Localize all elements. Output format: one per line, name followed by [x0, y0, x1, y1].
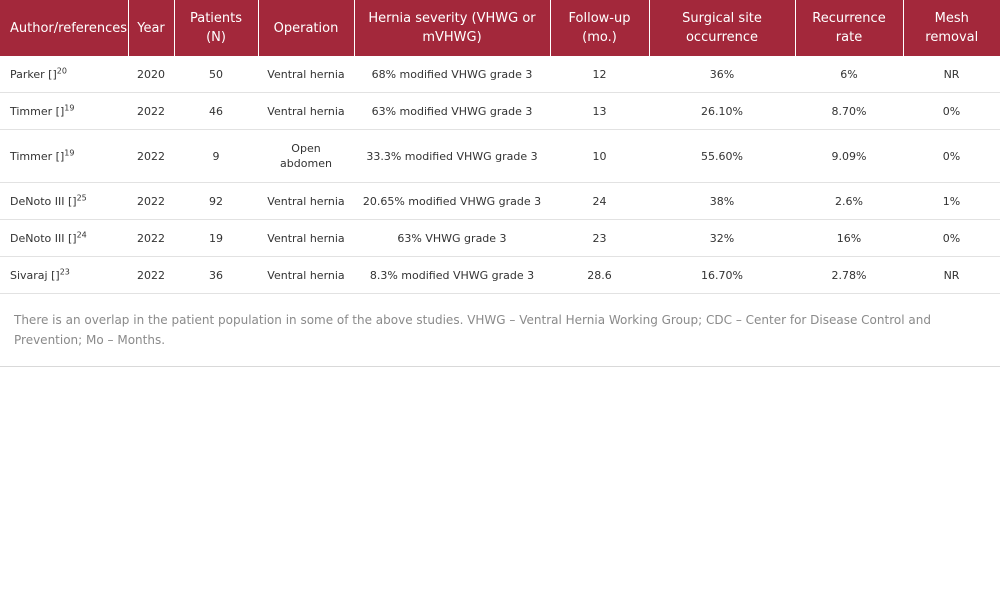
- cell-mesh: 0%: [903, 130, 1000, 183]
- cell-recurrence: 8.70%: [795, 93, 903, 130]
- cell-operation: Ventral hernia: [258, 56, 354, 93]
- table-footnote: There is an overlap in the patient population in some of the above studies. VHWG – Ventral Hernia Working Group; CDC – Center for Disease Control and Prevention; Mo – Months.: [14, 313, 931, 347]
- cell-operation: Ventral hernia: [258, 183, 354, 220]
- cell-sso: 26.10%: [649, 93, 795, 130]
- cell-mesh: 0%: [903, 93, 1000, 130]
- cell-patients: 9: [174, 130, 258, 183]
- cell-year: 2022: [128, 183, 174, 220]
- cell-sso: 16.70%: [649, 257, 795, 294]
- table-row: [0, 220, 1000, 257]
- cell-severity: 63% VHWG grade 3: [354, 220, 550, 257]
- cell-year: 2020: [128, 56, 174, 93]
- cell-author: [0, 56, 128, 93]
- author-name: DeNoto III []: [10, 231, 77, 245]
- header-year: Year: [128, 0, 174, 56]
- cell-operation: Ventral hernia: [258, 220, 354, 257]
- header-mesh: Mesh removal: [903, 0, 1000, 56]
- reference-number: 25: [76, 192, 87, 202]
- header-operation: Operation: [258, 0, 354, 56]
- author-name: Timmer []: [10, 149, 65, 163]
- cell-recurrence: 2.78%: [795, 257, 903, 294]
- cell-mesh: NR: [903, 257, 1000, 294]
- cell-followup: 12: [550, 56, 649, 93]
- cell-followup: 24: [550, 183, 649, 220]
- data-table: [0, 0, 1000, 294]
- reference-number: 23: [59, 266, 70, 276]
- cell-patients: 50: [174, 56, 258, 93]
- table-row: [0, 130, 1000, 183]
- cell-patients: 19: [174, 220, 258, 257]
- cell-year: 2022: [128, 93, 174, 130]
- cell-sso: 36%: [649, 56, 795, 93]
- cell-sso: 32%: [649, 220, 795, 257]
- header-recurrence: Recurrence rate: [795, 0, 903, 56]
- author-name: Sivaraj []: [10, 268, 60, 282]
- cell-recurrence: 16%: [795, 220, 903, 257]
- cell-followup: 10: [550, 130, 649, 183]
- header-author: Author/references: [0, 0, 128, 56]
- cell-severity: 8.3% modified VHWG grade 3: [354, 257, 550, 294]
- cell-patients: 36: [174, 257, 258, 294]
- cell-mesh: 0%: [903, 220, 1000, 257]
- cell-operation: Ventral hernia: [258, 257, 354, 294]
- cell-severity: 20.65% modified VHWG grade 3: [354, 183, 550, 220]
- cell-author: [0, 220, 128, 257]
- cell-year: 2022: [128, 220, 174, 257]
- cell-patients: 46: [174, 93, 258, 130]
- header-severity: Hernia severity (VHWG or mVHWG): [354, 0, 550, 56]
- table-row: [0, 93, 1000, 130]
- cell-author: [0, 93, 128, 130]
- reference-number: 20: [56, 65, 67, 75]
- reference-number: 24: [76, 229, 87, 239]
- cell-recurrence: 6%: [795, 56, 903, 93]
- cell-operation: Ventral hernia: [258, 93, 354, 130]
- cell-year: 2022: [128, 257, 174, 294]
- cell-severity: 68% modified VHWG grade 3: [354, 56, 550, 93]
- cell-recurrence: 2.6%: [795, 183, 903, 220]
- cell-recurrence: 9.09%: [795, 130, 903, 183]
- cell-followup: 28.6: [550, 257, 649, 294]
- author-name: DeNoto III []: [10, 194, 77, 208]
- cell-year: 2022: [128, 130, 174, 183]
- header-patients: Patients (N): [174, 0, 258, 56]
- table-row: [0, 257, 1000, 294]
- cell-severity: 33.3% modified VHWG grade 3: [354, 130, 550, 183]
- cell-author: [0, 183, 128, 220]
- author-name: Parker []: [10, 67, 57, 81]
- cell-mesh: NR: [903, 56, 1000, 93]
- cell-mesh: 1%: [903, 183, 1000, 220]
- cell-severity: 63% modified VHWG grade 3: [354, 93, 550, 130]
- cell-followup: 23: [550, 220, 649, 257]
- cell-patients: 92: [174, 183, 258, 220]
- reference-number: 19: [64, 102, 75, 112]
- author-name: Timmer []: [10, 104, 65, 118]
- table-header-row: [0, 0, 1000, 56]
- cell-followup: 13: [550, 93, 649, 130]
- cell-sso: 38%: [649, 183, 795, 220]
- reference-number: 19: [64, 147, 75, 157]
- cell-sso: 55.60%: [649, 130, 795, 183]
- header-followup: Follow-up (mo.): [550, 0, 649, 56]
- table-row: [0, 56, 1000, 93]
- cell-author: [0, 257, 128, 294]
- cell-operation: Open abdomen: [258, 130, 354, 183]
- table-row: [0, 183, 1000, 220]
- header-sso: Surgical site occurrence: [649, 0, 795, 56]
- cell-author: [0, 130, 128, 183]
